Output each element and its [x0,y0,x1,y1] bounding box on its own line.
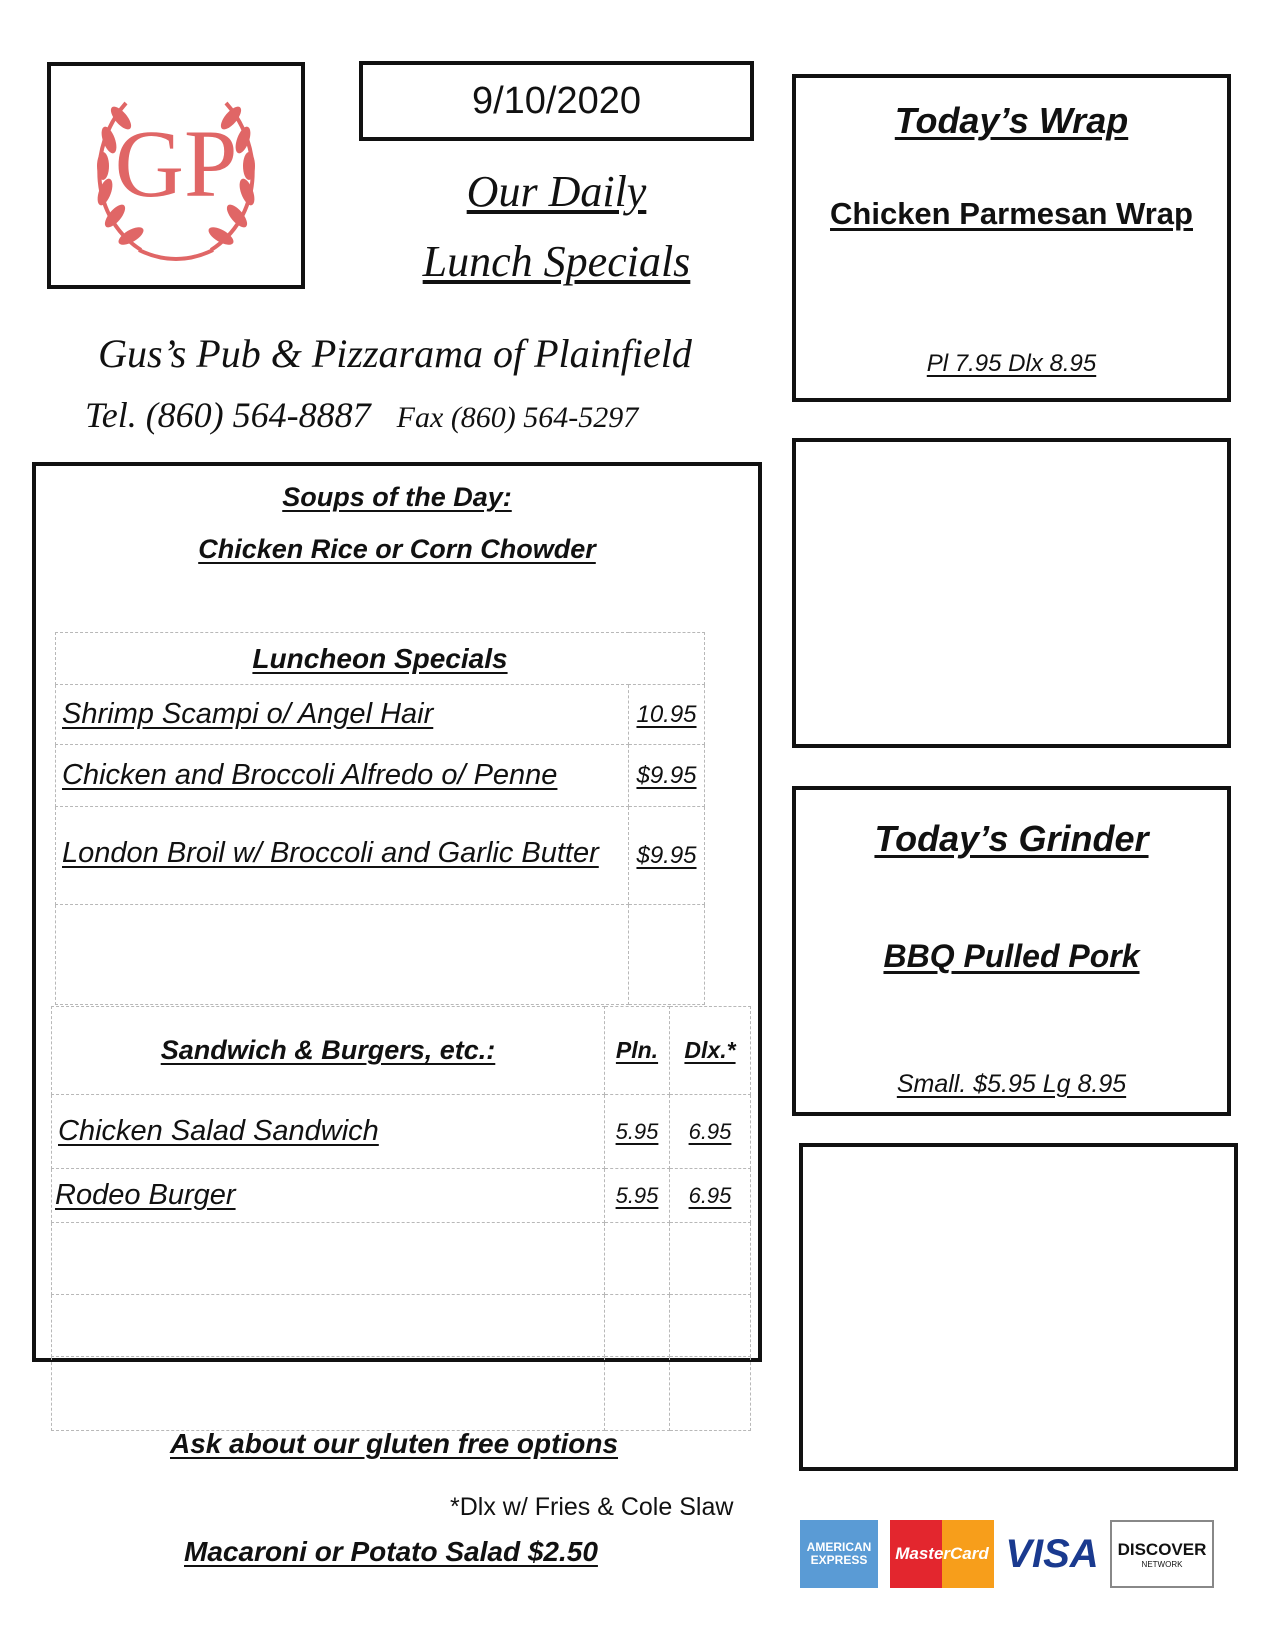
sandwich-plain-price: 5.95 [615,1182,659,1208]
table-row [56,807,705,905]
todays-grinder-box [792,786,1231,1116]
sandwich-table [51,1006,751,1431]
grinder-price: Small. $5.95 Lg 8.95 [896,1070,1127,1098]
soups-items: Chicken Rice or Corn Chowder [198,534,596,564]
mastercard-icon: MasterCard [890,1520,994,1588]
luncheon-title-cell [56,633,705,685]
plain-column-header: Pln. [615,1037,659,1063]
deluxe-column-header: Dlx.* [684,1037,736,1063]
table-row [56,905,705,1005]
empty-box [792,438,1231,748]
luncheon-item: Chicken and Broccoli Alfredo o/ Penne [62,759,558,791]
deluxe-note: *Dlx w/ Fries & Cole Slaw [450,1493,734,1521]
logo-frame [47,62,305,289]
todays-wrap-box [792,74,1231,402]
luncheon-title: Luncheon Specials [252,642,508,674]
laurel-logo-icon [81,78,271,268]
soups-title: Soups of the Day: [282,482,512,512]
table-row [56,633,705,685]
table-row [52,1007,751,1095]
luncheon-item: London Broil w/ Broccoli and Garlic Butter [62,837,599,869]
luncheon-price: 10.95 [636,700,697,728]
grinder-item: BBQ Pulled Pork [883,938,1140,974]
wrap-price: Pl 7.95 Dlx 8.95 [926,350,1097,377]
logo-letters: GP [114,110,238,217]
table-row [56,685,705,745]
restaurant-name: Gus’s Pub & Pizzarama of Plainfield [98,331,692,376]
sandwich-item: Chicken Salad Sandwich [58,1115,379,1147]
salad-note: Macaroni or Potato Salad $2.50 [184,1536,598,1567]
discover-card-icon: DISCOVER NETWORK [1110,1520,1214,1588]
sandwich-deluxe-price: 6.95 [688,1118,732,1144]
payment-cards [800,1520,1240,1592]
menu-date: 9/10/2020 [471,79,642,122]
heading-line2: Lunch Specials [422,237,691,286]
heading-line1: Our Daily [466,167,647,216]
wrap-title: Today’s Wrap [894,100,1129,141]
table-row [56,745,705,807]
visa-card-icon: VISA [1005,1531,1099,1576]
sandwich-item: Rodeo Burger [55,1179,236,1211]
luncheon-item: Shrimp Scampi o/ Angel Hair [62,698,434,730]
sandwich-title: Sandwich & Burgers, etc.: [160,1035,496,1065]
wrap-item: Chicken Parmesan Wrap [830,196,1193,231]
table-row [52,1357,751,1431]
gluten-free-note: Ask about our gluten free options [170,1428,619,1459]
empty-box [799,1143,1238,1471]
amex-card-icon: AMERICAN EXPRESS [800,1520,878,1588]
luncheon-price: $9.95 [636,841,697,869]
grinder-title: Today’s Grinder [874,818,1149,859]
table-row [52,1223,751,1295]
contact-line [85,394,638,436]
phone-number: Tel. (860) 564-8887 [85,395,371,435]
date-box [359,61,754,141]
table-row [52,1169,751,1223]
sandwich-deluxe-price: 6.95 [688,1182,732,1208]
sandwich-plain-price: 5.95 [615,1118,659,1144]
fax-number: Fax (860) 564-5297 [396,401,639,434]
luncheon-price: $9.95 [636,761,697,789]
table-row [52,1095,751,1169]
luncheon-table [55,632,705,1005]
table-row [52,1295,751,1357]
